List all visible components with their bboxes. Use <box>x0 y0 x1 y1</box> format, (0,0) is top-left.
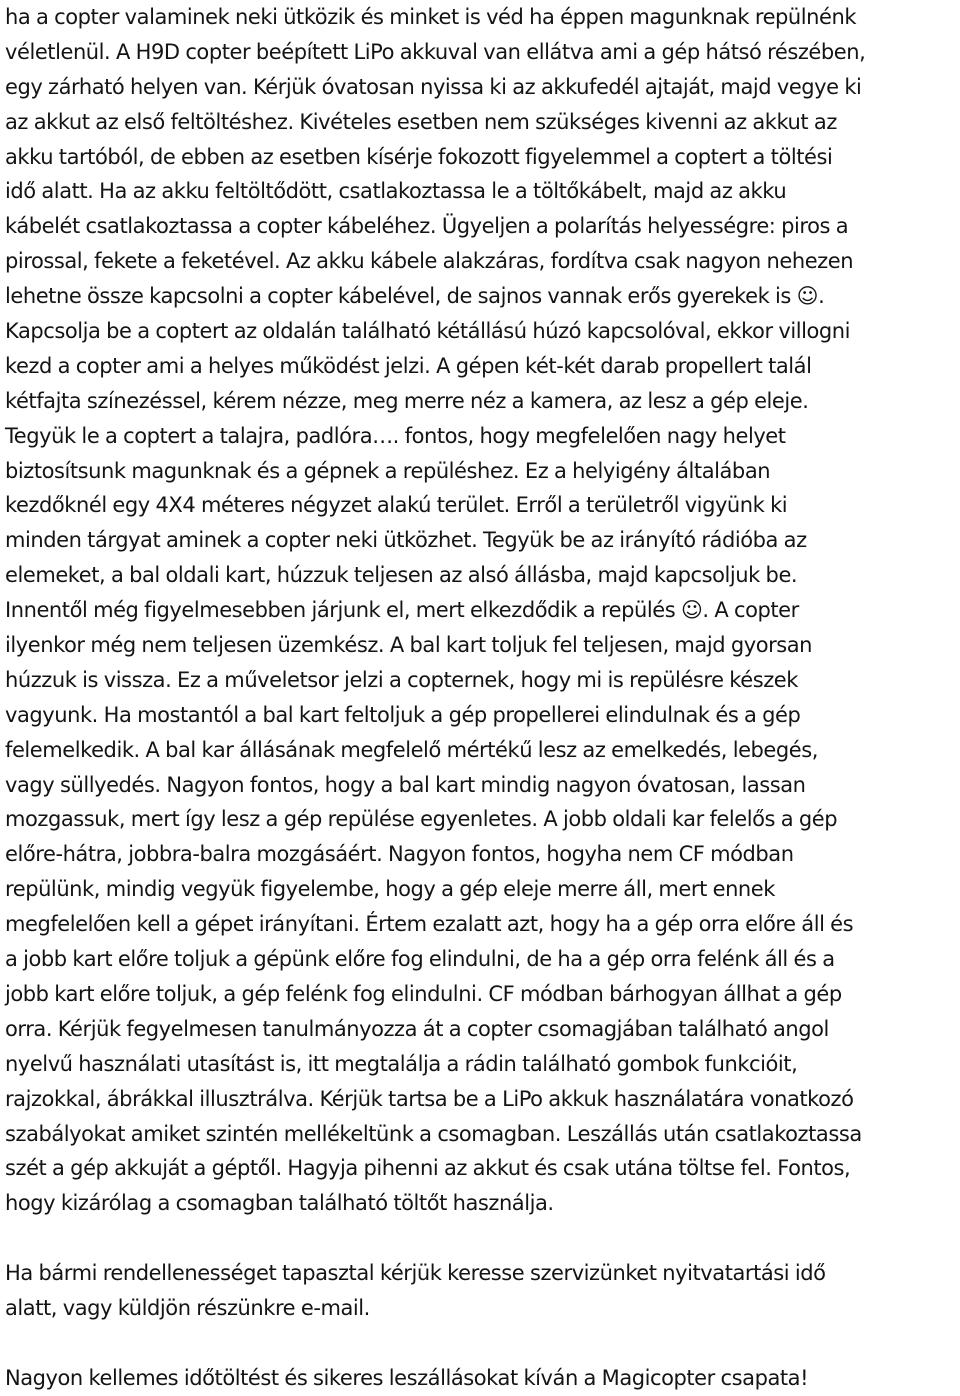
text-line: szét a gép akkuját a géptől. Hagyja pihenni az akkut és csak utána töltse fel. Fontos, <box>5 1156 851 1181</box>
text-line: elemeket, a bal oldali kart, húzzuk teljesen az alsó állásba, majd kapcsoljuk be. <box>5 563 798 588</box>
service-paragraph <box>5 1256 955 1326</box>
main-paragraph <box>5 0 955 1221</box>
text-line: kétfajta színezéssel, kérem nézze, meg merre néz a kamera, az lesz a gép eleje. <box>5 388 809 413</box>
paragraph-gap <box>5 1326 955 1361</box>
text-line: pirossal, fekete a feketével. Az akku kábele alakzáras, fordítva csak nagyon nehezen <box>5 249 854 274</box>
text-line: alatt, vagy küldjön részünkre e-mail. <box>5 1295 370 1320</box>
text-line: mozgassuk, mert így lesz a gép repülése egyenletes. A jobb oldali kar felelős a gép <box>5 807 838 832</box>
closing-paragraph <box>5 1361 955 1396</box>
text-line: véletlenül. A H9D copter beépített LiPo akkuval van ellátva ami a gép hátsó részében, <box>5 39 866 64</box>
text-line: biztosítsunk magunknak és a gépnek a repüléshez. Ez a helyigény általában <box>5 458 771 483</box>
text-line: nyelvű használati utasítást is, itt megtalálja a rádin található gombok funkcióit, <box>5 1051 798 1076</box>
text-line: repülünk, mindig vegyük figyelembe, hogy a gép eleje merre áll, mert ennek <box>5 877 775 902</box>
text-line: Innentől még figyelmesebben járjunk el, mert elkezdődik a repülés ☺. A copter <box>5 598 799 623</box>
text-line: kezd a copter ami a helyes működést jelzi. A gépen két-két darab propellert talál <box>5 353 812 378</box>
text-line: felemelkedik. A bal kar állásának megfelelő mértékű lesz az emelkedés, lebegés, <box>5 737 818 762</box>
text-line: lehetne össze kapcsolni a copter kábelével, de sajnos vannak erős gyerekek is ☺. <box>5 284 825 309</box>
closing-line: Nagyon kellemes időtöltést és sikeres leszállásokat kíván a Magicopter csapata! <box>5 1365 809 1390</box>
text-line: Tegyük le a coptert a talajra, padlóra…. fontos, hogy megfelelően nagy helyet <box>5 423 786 448</box>
text-line: ilyenkor még nem teljesen üzemkész. A bal kart toljuk fel teljesen, majd gyorsan <box>5 633 813 658</box>
text-line: ha a copter valaminek neki ütközik és minket is véd ha éppen magunknak repülnénk <box>5 5 857 29</box>
document-page <box>5 0 955 1396</box>
text-line: kezdőknél egy 4X4 méteres négyzet alakú terület. Erről a területről vigyünk ki <box>5 493 788 518</box>
text-line: egy zárható helyen van. Kérjük óvatosan nyissa ki az akkufedél ajtaját, majd vegye ki <box>5 74 862 99</box>
text-line: az akkut az első feltöltéshez. Kivételes esetben nem szükséges kivenni az akkut az <box>5 109 837 134</box>
text-line: húzzuk is vissza. Ez a műveletsor jelzi a copternek, hogy mi is repülésre készek <box>5 667 798 692</box>
text-line: megfelelően kell a gépet irányítani. Értem ezalatt azt, hogy ha a gép orra előre áll és <box>5 912 854 937</box>
text-line: minden tárgyat aminek a copter neki ütközhet. Tegyük be az irányító rádióba az <box>5 528 807 553</box>
paragraph-gap <box>5 1221 955 1256</box>
text-line: orra. Kérjük fegyelmesen tanulmányozza át a copter csomagjában található angol <box>5 1016 829 1041</box>
text-line: rajzokkal, ábrákkal illusztrálva. Kérjük tartsa be a LiPo akkuk használatára vonatkozó <box>5 1086 854 1111</box>
text-line: akku tartóból, de ebben az esetben kísérje fokozott figyelemmel a coptert a töltési <box>5 144 833 169</box>
text-line: idő alatt. Ha az akku feltöltődött, csatlakoztassa le a töltőkábelt, majd az akku <box>5 179 787 204</box>
text-line: vagy süllyedés. Nagyon fontos, hogy a bal kart mindig nagyon óvatosan, lassan <box>5 772 806 797</box>
text-line: előre-hátra, jobbra-balra mozgásáért. Nagyon fontos, hogyha nem CF módban <box>5 842 794 867</box>
text-line: Kapcsolja be a coptert az oldalán található kétállású húzó kapcsolóval, ekkor villogni <box>5 319 851 344</box>
text-line: jobb kart előre toljuk, a gép felénk fog elindulni. CF módban bárhogyan állhat a gép <box>5 981 842 1006</box>
text-line: kábelét csatlakoztassa a copter kábeléhez. Ügyeljen a polarítás helyességre: piros a <box>5 214 849 239</box>
text-line: hogy kizárólag a csomagban található töltőt használja. <box>5 1191 554 1216</box>
text-line: szabályokat amiket szintén mellékeltünk a csomagban. Leszállás után csatlakoztassa <box>5 1121 862 1146</box>
text-line: Ha bármi rendellenességet tapasztal kérjük keresse szervizünket nyitvatartási idő <box>5 1261 826 1286</box>
text-line: a jobb kart előre toljuk a gépünk előre fog elindulni, de ha a gép orra felénk áll és a <box>5 947 835 972</box>
text-line: vagyunk. Ha mostantól a bal kart feltoljuk a gép propellerei elindulnak és a gép <box>5 702 801 727</box>
